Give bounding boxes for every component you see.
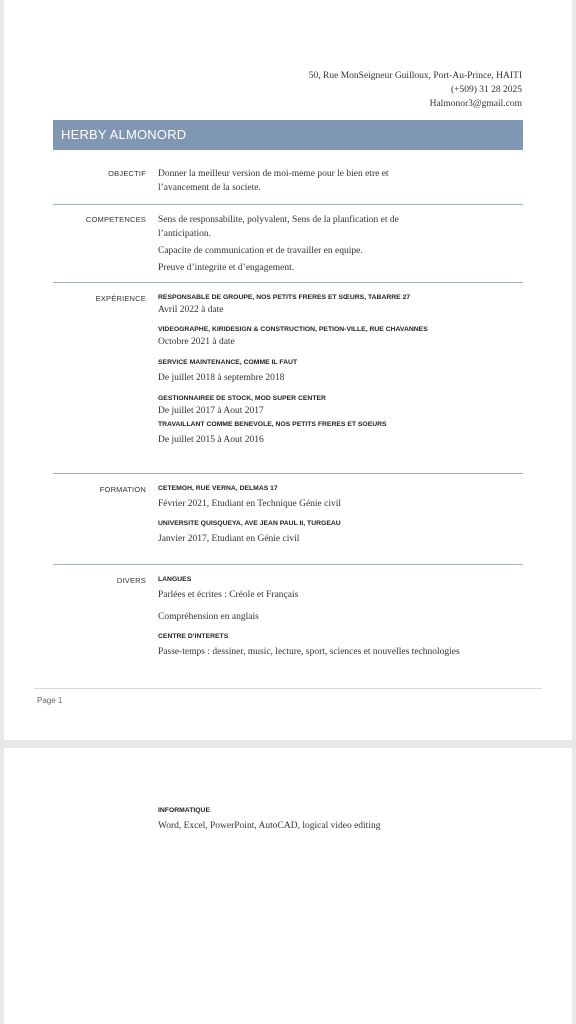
langues-title: LANGUES bbox=[158, 576, 192, 583]
informatique-block bbox=[158, 805, 538, 833]
contact-phone: (+509) 31 28 2025 bbox=[450, 85, 522, 95]
experience-item bbox=[158, 292, 523, 317]
document-page-1 bbox=[4, 0, 572, 740]
section-label-competences: COMPETENCES bbox=[85, 215, 146, 224]
section-divider bbox=[53, 473, 523, 474]
experience-title: SERVICE MAINTENANCE, COMME IL FAUT bbox=[158, 359, 298, 366]
competence-line: Capacite de communication et de travailler en equipe. bbox=[158, 246, 363, 256]
formation-title: UNIVERSITE QUISQUEYA, AVE JEAN PAUL II, TURGEAU bbox=[158, 520, 341, 527]
experience-item bbox=[158, 419, 523, 447]
contact-email: Halmonor3@gmail.com bbox=[429, 99, 522, 109]
interets-line: Passe-temps : dessiner, music, lecture, sport, sciences et nouvelles technologies bbox=[158, 647, 460, 657]
experience-title: RESPONSABLE DE GROUPE, NOS PETITS FRERES ET SŒURS, TABARRE 27 bbox=[158, 294, 411, 301]
section-label-divers: DIVERS bbox=[116, 576, 146, 585]
competence-line: Preuve d’integrite et d’engagement. bbox=[158, 263, 295, 273]
langues-line: Parlées et écrites : Créole et Français bbox=[158, 590, 299, 600]
name-banner: HERBY ALMONORD bbox=[53, 120, 523, 150]
section-divider bbox=[53, 564, 523, 565]
formation-item bbox=[158, 483, 523, 511]
experience-date: De juillet 2018 à septembre 2018 bbox=[158, 373, 285, 383]
interets-title: CENTRE D’INTERETS bbox=[158, 633, 229, 640]
experience-item bbox=[158, 324, 523, 349]
informatique-line: Word, Excel, PowerPoint, AutoCAD, logical video editing bbox=[158, 821, 381, 831]
objectif-line: l’avancement de la societe. bbox=[158, 183, 261, 193]
formation-detail: Janvier 2017, Etudiant en Génie civil bbox=[158, 534, 300, 544]
objectif-line: Donner la meilleur version de moi-meme pour le bien etre et bbox=[158, 169, 389, 179]
langues-line: Compréhension en anglais bbox=[158, 612, 259, 622]
section-divider bbox=[53, 204, 523, 205]
experience-date: Octobre 2021 à date bbox=[158, 337, 235, 347]
experience-item bbox=[158, 393, 523, 418]
section-label-formation: FORMATION bbox=[99, 485, 146, 494]
experience-title: GESTIONNAIREE DE STOCK, MOD SUPER CENTER bbox=[158, 395, 326, 402]
footer-divider bbox=[34, 688, 542, 689]
experience-title: TRAVAILLANT COMME BENEVOLE, NOS PETITS FRERES ET SOEURS bbox=[158, 421, 387, 428]
experience-item bbox=[158, 357, 523, 385]
informatique-title: INFORMATIQUE bbox=[158, 807, 210, 814]
experience-date: De juillet 2015 à Aout 2016 bbox=[158, 435, 264, 445]
page-number: Page 1 bbox=[37, 696, 63, 705]
section-divider bbox=[53, 282, 523, 283]
document-page-2 bbox=[4, 748, 572, 1024]
competence-line: Sens de responsabilite, polyvalent, Sens de la planfication et de bbox=[158, 215, 399, 225]
contact-block bbox=[309, 69, 522, 111]
competence-line: l’anticipation. bbox=[158, 229, 212, 239]
experience-date: De juillet 2017 à Aout 2017 bbox=[158, 406, 264, 416]
formation-item bbox=[158, 518, 523, 546]
section-label-experience: EXPÉRIENCE bbox=[95, 294, 146, 303]
section-label-objectif: OBJECTIF bbox=[108, 169, 146, 178]
experience-date: Avril 2022 à date bbox=[158, 305, 224, 315]
experience-title: VIDEOGRAPHE, KIRIDESIGN & CONSTRUCTION, PETION-VILLE, RUE CHAVANNES bbox=[158, 326, 428, 333]
formation-detail: Février 2021, Etudiant en Technique Génie civil bbox=[158, 499, 342, 509]
formation-title: CETEMOH, RUE VERNA, DELMAS 17 bbox=[158, 485, 278, 492]
contact-address: 50, Rue MonSeigneur Guilloux, Port-Au-Prince, HAITI bbox=[308, 71, 522, 81]
